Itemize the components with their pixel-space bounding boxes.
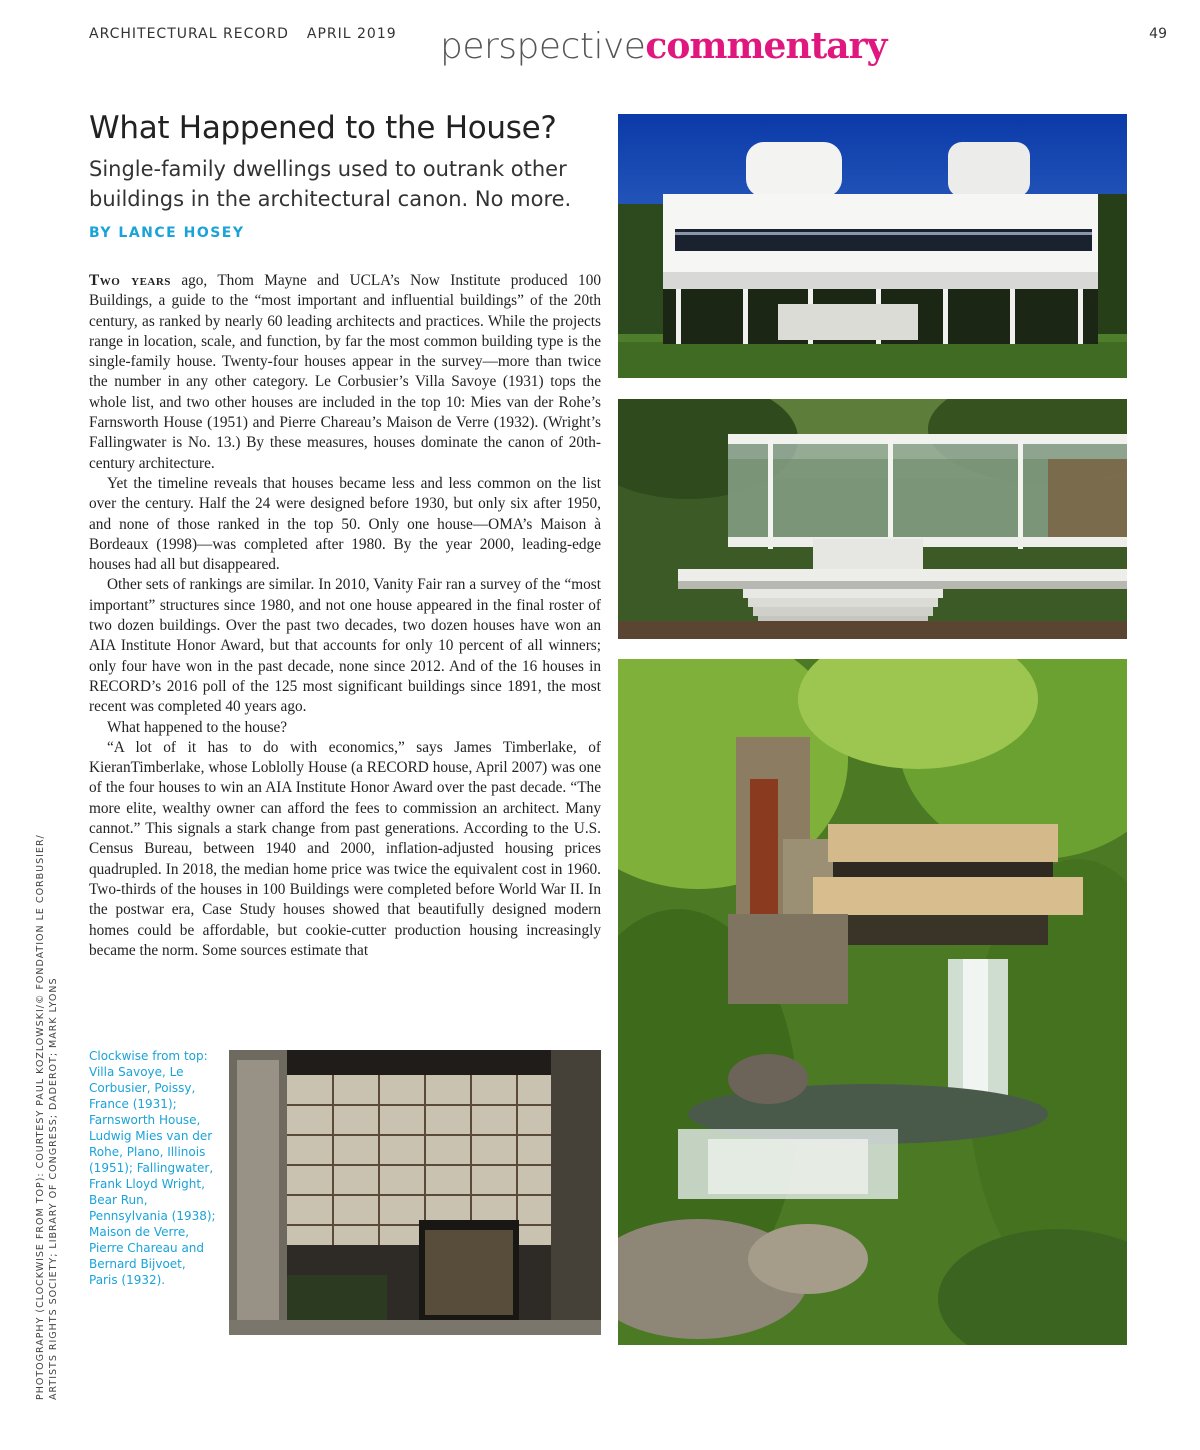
villa-savoye-photo <box>618 114 1127 378</box>
magazine-name: ARCHITECTURAL RECORD <box>89 26 289 42</box>
body-paragraph: What happened to the house? <box>107 718 288 736</box>
body-paragraph: Yet the timeline reveals that houses became less and less common on the list over the century. Half the 24 were designed before 1930, but only six after 1950, and none of those ranked in the top 50. Only one house—OMA’s Maison à Bordeaux (1998)—was completed after 1980. By the year 2000, leading-edge houses had all but disappeared. <box>89 474 601 574</box>
body-paragraph: Two years ago, Thom Mayne and UCLA’s Now Institute produced 100 Buildings, a guide to the “most important and influential buildings” of the 20th century, as ranked by nearly 60 leading architects and practices. While the projects range in location, scale, and function, by far the most common building type is the single-family house. Twenty-four houses appear in the survey—more than twice the number in any other category. Le Corbusier’s Villa Savoye (1931) tops the whole list, and two other houses are included in the top 10: Mies van der Rohe’s Farnsworth House (1951) and Pierre Chareau’s Maison de Verre (1932). (Wright’s Fallingwater is No. 13.) By these measures, houses dominate the canon of 20th-century architecture. <box>89 272 601 472</box>
photo-credit-line: ARTISTS RIGHTS SOCIETY; LIBRARY OF CONGRESS; DADEROT; MARK LYONS <box>48 977 59 1400</box>
farnsworth-house-photo <box>618 399 1127 639</box>
photo-caption: Clockwise from top: Villa Savoye, Le Corbusier, Poissy, France (1931); Farnsworth House, Ludwig Mies van der Rohe, Plano, Illinois (1951); Fallingwater, Frank Lloyd Wright, Bear Run, Pennsylvania (1938); Maison de Verre, Pierre Chareau and Bernard Bijvoet, Paris (1932). <box>89 1049 216 1287</box>
issue-date: APRIL 2019 <box>306 26 397 42</box>
page-number: 49 <box>1149 26 1167 42</box>
article-byline: BY LANCE HOSEY <box>89 225 245 241</box>
body-paragraph: Other sets of rankings are similar. In 2010, Vanity Fair ran a survey of the “most important” structures since 1980, and not one house appeared in the final roster of two dozen buildings. Over the past two decades, two dozen houses have won an AIA Institute Honor Award, but that accounts for only 10 percent of all winners; only four have won in the past decade, none since 2012. And of the 16 houses in RECORD’s 2016 poll of the 125 most significant buildings since 1891, the most recent was completed 40 years ago. <box>89 576 601 716</box>
article-headline: What Happened to the House? <box>89 110 557 146</box>
section-title-light: perspective <box>440 26 646 67</box>
running-header <box>89 26 397 42</box>
section-title-bold: commentary <box>645 25 887 67</box>
article-dek: Single-family dwellings used to outrank other buildings in the architectural canon. No more. <box>89 157 572 211</box>
maison-de-verre-photo <box>229 1050 601 1335</box>
photo-credit-line: PHOTOGRAPHY (CLOCKWISE FROM TOP): COURTESY PAUL KOZLOWSKI/© FONDATION LE CORBUSIER/ <box>35 834 46 1400</box>
lead-in: Two years <box>89 272 171 289</box>
section-title <box>440 24 886 69</box>
body-paragraph: “A lot of it has to do with economics,” says James Timberlake, of KieranTimberlake, whose Loblolly House (a RECORD house, April 2007) was one of the four houses to win an AIA Institute Honor Award over the past decade. “The more elite, wealthy owner can afford the fees to commission an architect. Many cannot.” This signals a stark change from past generations. According to the U.S. Census Bureau, between 1940 and 2000, inflation-adjusted housing prices quadrupled. In 2018, the median home price was twice the equivalent cost in 1960. Two-thirds of the houses in 100 Buildings were completed before World War II. In the postwar era, Case Study houses showed that beautifully designed modern homes could be affordable, but cookie-cutter production housing increasingly became the norm. Some sources estimate that <box>89 738 601 959</box>
fallingwater-photo <box>618 659 1127 1345</box>
photo-credit <box>34 750 60 1400</box>
article-body <box>89 271 601 1031</box>
